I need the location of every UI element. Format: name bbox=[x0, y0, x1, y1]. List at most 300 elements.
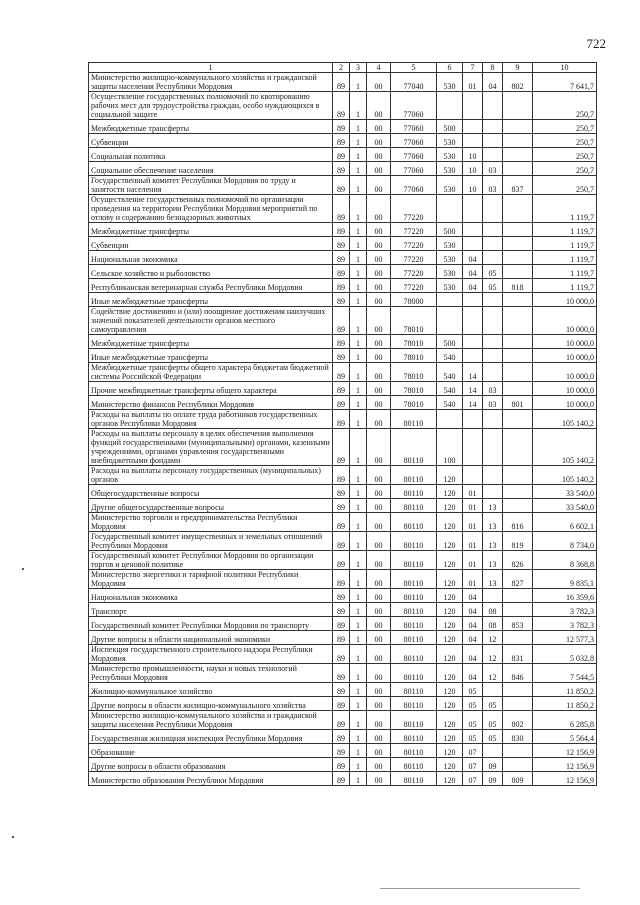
code-cell: 89 bbox=[333, 134, 350, 148]
code-cell: 04 bbox=[463, 251, 483, 265]
table-row bbox=[89, 499, 597, 513]
header-cell: 7 bbox=[463, 63, 483, 73]
code-cell bbox=[483, 134, 503, 148]
table-row bbox=[89, 744, 597, 758]
code-cell: 80110 bbox=[391, 570, 437, 589]
code-cell: 80110 bbox=[391, 711, 437, 730]
code-cell: 89 bbox=[333, 120, 350, 134]
item-name: Государственный комитет Республики Мордовия по транспорту bbox=[89, 617, 333, 631]
header-cell: 9 bbox=[503, 63, 533, 73]
amount-cell: 7 641,7 bbox=[533, 73, 597, 92]
code-cell: 120 bbox=[437, 485, 463, 499]
code-cell: 77220 bbox=[391, 195, 437, 223]
code-cell: 00 bbox=[367, 349, 391, 363]
code-cell: 03 bbox=[483, 176, 503, 195]
code-cell bbox=[503, 499, 533, 513]
code-cell bbox=[483, 92, 503, 120]
code-cell bbox=[483, 589, 503, 603]
table-row bbox=[89, 711, 597, 730]
code-cell: 77220 bbox=[391, 265, 437, 279]
code-cell: 00 bbox=[367, 162, 391, 176]
table-row bbox=[89, 551, 597, 570]
code-cell: 1 bbox=[350, 570, 367, 589]
code-cell bbox=[483, 349, 503, 363]
code-cell: 80110 bbox=[391, 589, 437, 603]
code-cell bbox=[503, 148, 533, 162]
amount-cell: 250,7 bbox=[533, 92, 597, 120]
code-cell: 1 bbox=[350, 335, 367, 349]
code-cell: 1 bbox=[350, 772, 367, 786]
code-cell bbox=[503, 697, 533, 711]
code-cell: 816 bbox=[503, 513, 533, 532]
code-cell: 1 bbox=[350, 485, 367, 499]
code-cell: 89 bbox=[333, 429, 350, 466]
code-cell: 00 bbox=[367, 363, 391, 382]
code-cell bbox=[503, 120, 533, 134]
code-cell: 09 bbox=[483, 772, 503, 786]
code-cell: 80110 bbox=[391, 758, 437, 772]
code-cell: 00 bbox=[367, 466, 391, 485]
code-cell: 89 bbox=[333, 466, 350, 485]
code-cell: 1 bbox=[350, 162, 367, 176]
code-cell: 1 bbox=[350, 664, 367, 683]
amount-cell: 250,7 bbox=[533, 162, 597, 176]
table-row bbox=[89, 293, 597, 307]
code-cell: 04 bbox=[463, 631, 483, 645]
code-cell: 89 bbox=[333, 307, 350, 335]
code-cell bbox=[463, 429, 483, 466]
code-cell: 530 bbox=[437, 265, 463, 279]
code-cell: 89 bbox=[333, 744, 350, 758]
table-row bbox=[89, 148, 597, 162]
table-row bbox=[89, 363, 597, 382]
code-cell: 00 bbox=[367, 499, 391, 513]
amount-cell: 9 835,1 bbox=[533, 570, 597, 589]
code-cell: 1 bbox=[350, 92, 367, 120]
table-row bbox=[89, 162, 597, 176]
amount-cell: 16 359,6 bbox=[533, 589, 597, 603]
code-cell: 78000 bbox=[391, 293, 437, 307]
amount-cell: 1 119,7 bbox=[533, 265, 597, 279]
item-name: Министерство жилищно-коммунального хозяйства и гражданской защиты населения Республики Мордовия bbox=[89, 73, 333, 92]
amount-cell: 11 850,2 bbox=[533, 683, 597, 697]
code-cell: 01 bbox=[463, 513, 483, 532]
code-cell: 120 bbox=[437, 711, 463, 730]
code-cell: 00 bbox=[367, 396, 391, 410]
code-cell: 78010 bbox=[391, 335, 437, 349]
code-cell: 00 bbox=[367, 134, 391, 148]
amount-cell: 105 140,2 bbox=[533, 466, 597, 485]
code-cell: 80110 bbox=[391, 772, 437, 786]
amount-cell: 1 119,7 bbox=[533, 251, 597, 265]
code-cell: 1 bbox=[350, 349, 367, 363]
code-cell bbox=[463, 410, 483, 429]
code-cell: 00 bbox=[367, 485, 391, 499]
code-cell bbox=[483, 485, 503, 499]
code-cell: 07 bbox=[463, 772, 483, 786]
code-cell: 89 bbox=[333, 617, 350, 631]
code-cell bbox=[463, 134, 483, 148]
table-row bbox=[89, 195, 597, 223]
code-cell: 89 bbox=[333, 730, 350, 744]
amount-cell: 3 782,3 bbox=[533, 603, 597, 617]
code-cell bbox=[483, 744, 503, 758]
code-cell: 89 bbox=[333, 499, 350, 513]
code-cell: 05 bbox=[463, 711, 483, 730]
code-cell: 1 bbox=[350, 711, 367, 730]
page-number: 722 bbox=[586, 36, 606, 51]
code-cell: 13 bbox=[483, 532, 503, 551]
item-name: Межбюджетные трансферты bbox=[89, 120, 333, 134]
amount-cell: 10 000,0 bbox=[533, 293, 597, 307]
code-cell: 1 bbox=[350, 176, 367, 195]
item-name: Субвенции bbox=[89, 134, 333, 148]
code-cell: 00 bbox=[367, 603, 391, 617]
code-cell: 14 bbox=[463, 396, 483, 410]
code-cell: 1 bbox=[350, 603, 367, 617]
code-cell: 04 bbox=[463, 645, 483, 664]
code-cell: 05 bbox=[463, 730, 483, 744]
code-cell: 120 bbox=[437, 570, 463, 589]
code-cell: 818 bbox=[503, 279, 533, 293]
item-name: Министерство промышленности, науки и новых технологий Республики Мордовия bbox=[89, 664, 333, 683]
code-cell bbox=[483, 307, 503, 335]
code-cell: 89 bbox=[333, 195, 350, 223]
table-row bbox=[89, 349, 597, 363]
code-cell: 12 bbox=[483, 631, 503, 645]
code-cell: 1 bbox=[350, 382, 367, 396]
item-name: Транспорт bbox=[89, 603, 333, 617]
item-name: Национальная экономика bbox=[89, 589, 333, 603]
code-cell: 77060 bbox=[391, 134, 437, 148]
table-row bbox=[89, 279, 597, 293]
code-cell: 1 bbox=[350, 148, 367, 162]
code-cell: 120 bbox=[437, 664, 463, 683]
header-cell: 4 bbox=[367, 63, 391, 73]
code-cell: 89 bbox=[333, 513, 350, 532]
code-cell: 00 bbox=[367, 223, 391, 237]
code-cell: 120 bbox=[437, 513, 463, 532]
code-cell: 13 bbox=[483, 513, 503, 532]
code-cell: 80110 bbox=[391, 744, 437, 758]
code-cell: 03 bbox=[483, 396, 503, 410]
code-cell: 05 bbox=[483, 265, 503, 279]
code-cell: 00 bbox=[367, 410, 391, 429]
code-cell: 89 bbox=[333, 162, 350, 176]
code-cell: 80110 bbox=[391, 730, 437, 744]
code-cell: 00 bbox=[367, 758, 391, 772]
table-row bbox=[89, 697, 597, 711]
code-cell: 00 bbox=[367, 570, 391, 589]
code-cell: 07 bbox=[463, 758, 483, 772]
code-cell bbox=[483, 429, 503, 466]
code-cell: 77060 bbox=[391, 162, 437, 176]
code-cell: 540 bbox=[437, 382, 463, 396]
item-name: Сельское хозяйство и рыболовство bbox=[89, 265, 333, 279]
code-cell: 120 bbox=[437, 683, 463, 697]
item-name: Субвенции bbox=[89, 237, 333, 251]
header-cell: 3 bbox=[350, 63, 367, 73]
code-cell: 00 bbox=[367, 697, 391, 711]
item-name: Социальное обеспечение населения bbox=[89, 162, 333, 176]
code-cell: 89 bbox=[333, 251, 350, 265]
code-cell bbox=[463, 92, 483, 120]
code-cell bbox=[463, 237, 483, 251]
item-name: Расходы на выплаты персоналу государственных (муниципальных) органов bbox=[89, 466, 333, 485]
code-cell bbox=[503, 92, 533, 120]
item-name: Другие вопросы в области образования bbox=[89, 758, 333, 772]
item-name: Государственный комитет Республики Мордовия по организации торгов и ценовой политике bbox=[89, 551, 333, 570]
table-row bbox=[89, 485, 597, 499]
code-cell: 89 bbox=[333, 551, 350, 570]
code-cell: 1 bbox=[350, 429, 367, 466]
code-cell: 77060 bbox=[391, 120, 437, 134]
amount-cell: 7 544,5 bbox=[533, 664, 597, 683]
code-cell: 01 bbox=[463, 570, 483, 589]
code-cell: 00 bbox=[367, 589, 391, 603]
item-name: Осуществление государственных полномочий по квотированию рабочих мест для трудоустройства граждан, особо нуждающихся в социальной защите bbox=[89, 92, 333, 120]
code-cell: 05 bbox=[483, 697, 503, 711]
table-row bbox=[89, 335, 597, 349]
code-cell: 120 bbox=[437, 589, 463, 603]
amount-cell: 105 140,2 bbox=[533, 429, 597, 466]
code-cell bbox=[437, 307, 463, 335]
code-cell: 04 bbox=[463, 265, 483, 279]
code-cell bbox=[503, 335, 533, 349]
code-cell: 01 bbox=[463, 499, 483, 513]
code-cell bbox=[483, 223, 503, 237]
code-cell: 120 bbox=[437, 466, 463, 485]
code-cell bbox=[463, 335, 483, 349]
code-cell: 00 bbox=[367, 532, 391, 551]
code-cell: 89 bbox=[333, 631, 350, 645]
code-cell: 09 bbox=[483, 758, 503, 772]
code-cell: 04 bbox=[463, 603, 483, 617]
code-cell bbox=[463, 307, 483, 335]
code-cell: 00 bbox=[367, 237, 391, 251]
code-cell bbox=[483, 120, 503, 134]
item-name: Прочие межбюджетные трансферты общего характера bbox=[89, 382, 333, 396]
code-cell: 00 bbox=[367, 772, 391, 786]
budget-table bbox=[88, 62, 597, 786]
amount-cell: 5 564,4 bbox=[533, 730, 597, 744]
code-cell: 80110 bbox=[391, 466, 437, 485]
code-cell bbox=[483, 683, 503, 697]
code-cell: 120 bbox=[437, 758, 463, 772]
amount-cell: 6 602,1 bbox=[533, 513, 597, 532]
code-cell: 05 bbox=[483, 711, 503, 730]
item-name: Другие вопросы в области жилищно-коммунального хозяйства bbox=[89, 697, 333, 711]
code-cell: 1 bbox=[350, 744, 367, 758]
code-cell: 1 bbox=[350, 396, 367, 410]
amount-cell: 8 368,8 bbox=[533, 551, 597, 570]
code-cell: 1 bbox=[350, 293, 367, 307]
code-cell bbox=[503, 134, 533, 148]
code-cell bbox=[503, 237, 533, 251]
code-cell: 89 bbox=[333, 349, 350, 363]
code-cell: 120 bbox=[437, 772, 463, 786]
code-cell: 00 bbox=[367, 120, 391, 134]
code-cell bbox=[503, 631, 533, 645]
code-cell bbox=[503, 223, 533, 237]
table-row bbox=[89, 772, 597, 786]
code-cell: 120 bbox=[437, 631, 463, 645]
code-cell: 826 bbox=[503, 551, 533, 570]
code-cell: 77220 bbox=[391, 251, 437, 265]
code-cell: 14 bbox=[463, 363, 483, 382]
code-cell: 89 bbox=[333, 664, 350, 683]
code-cell: 120 bbox=[437, 744, 463, 758]
code-cell: 80110 bbox=[391, 410, 437, 429]
code-cell: 00 bbox=[367, 335, 391, 349]
amount-cell: 250,7 bbox=[533, 134, 597, 148]
item-name: Министерство жилищно-коммунального хозяйства и гражданской защиты населения Республики Мордовия bbox=[89, 711, 333, 730]
code-cell: 1 bbox=[350, 363, 367, 382]
code-cell bbox=[483, 293, 503, 307]
code-cell bbox=[503, 466, 533, 485]
code-cell: 80110 bbox=[391, 645, 437, 664]
code-cell: 89 bbox=[333, 335, 350, 349]
code-cell: 77060 bbox=[391, 92, 437, 120]
code-cell: 1 bbox=[350, 223, 367, 237]
table-row bbox=[89, 73, 597, 92]
code-cell: 00 bbox=[367, 176, 391, 195]
code-cell: 80110 bbox=[391, 513, 437, 532]
code-cell: 89 bbox=[333, 758, 350, 772]
item-name: Расходы на выплаты персоналу в целях обеспечения выполнения функций государственными (муниципальными) органами, казенными учреждениями, органами управления государственными внебюджетными фондами bbox=[89, 429, 333, 466]
table-row bbox=[89, 631, 597, 645]
code-cell: 89 bbox=[333, 589, 350, 603]
code-cell: 89 bbox=[333, 265, 350, 279]
code-cell: 1 bbox=[350, 265, 367, 279]
table-row bbox=[89, 513, 597, 532]
code-cell bbox=[503, 363, 533, 382]
code-cell: 1 bbox=[350, 730, 367, 744]
code-cell: 04 bbox=[463, 279, 483, 293]
table-row bbox=[89, 466, 597, 485]
code-cell: 1 bbox=[350, 251, 367, 265]
amount-cell: 1 119,7 bbox=[533, 279, 597, 293]
amount-cell: 250,7 bbox=[533, 120, 597, 134]
code-cell: 120 bbox=[437, 697, 463, 711]
code-cell: 89 bbox=[333, 279, 350, 293]
code-cell: 00 bbox=[367, 683, 391, 697]
header-cell: 6 bbox=[437, 63, 463, 73]
item-name: Иные межбюджетные трансферты bbox=[89, 293, 333, 307]
code-cell: 827 bbox=[503, 570, 533, 589]
code-cell: 00 bbox=[367, 73, 391, 92]
code-cell: 00 bbox=[367, 382, 391, 396]
code-cell bbox=[463, 293, 483, 307]
code-cell: 77060 bbox=[391, 176, 437, 195]
code-cell: 1 bbox=[350, 120, 367, 134]
table-header-row bbox=[89, 63, 597, 73]
code-cell bbox=[463, 349, 483, 363]
code-cell: 00 bbox=[367, 664, 391, 683]
code-cell: 80110 bbox=[391, 631, 437, 645]
code-cell: 00 bbox=[367, 265, 391, 279]
item-name: Межбюджетные трансферты общего характера бюджетам бюджетной системы Российской Федерации bbox=[89, 363, 333, 382]
amount-cell: 10 000,0 bbox=[533, 307, 597, 335]
amount-cell: 12 577,3 bbox=[533, 631, 597, 645]
amount-cell: 250,7 bbox=[533, 148, 597, 162]
item-name: Министерство торговли и предпринимательства Республики Мордовия bbox=[89, 513, 333, 532]
item-name: Государственный комитет имущественных и земельных отношений Республики Мордовия bbox=[89, 532, 333, 551]
code-cell: 89 bbox=[333, 92, 350, 120]
code-cell: 00 bbox=[367, 551, 391, 570]
code-cell: 89 bbox=[333, 148, 350, 162]
code-cell: 89 bbox=[333, 772, 350, 786]
table-row bbox=[89, 134, 597, 148]
code-cell: 77060 bbox=[391, 148, 437, 162]
code-cell bbox=[463, 120, 483, 134]
amount-cell: 3 782,3 bbox=[533, 617, 597, 631]
code-cell: 78010 bbox=[391, 382, 437, 396]
code-cell bbox=[503, 589, 533, 603]
code-cell: 78010 bbox=[391, 363, 437, 382]
code-cell: 00 bbox=[367, 617, 391, 631]
code-cell: 00 bbox=[367, 293, 391, 307]
code-cell: 07 bbox=[463, 744, 483, 758]
code-cell: 89 bbox=[333, 711, 350, 730]
item-name: Межбюджетные трансферты bbox=[89, 223, 333, 237]
code-cell: 10 bbox=[463, 162, 483, 176]
table-row bbox=[89, 758, 597, 772]
code-cell: 530 bbox=[437, 237, 463, 251]
code-cell: 530 bbox=[437, 162, 463, 176]
code-cell: 1 bbox=[350, 631, 367, 645]
table-row bbox=[89, 176, 597, 195]
code-cell: 1 bbox=[350, 697, 367, 711]
code-cell: 00 bbox=[367, 513, 391, 532]
code-cell: 77040 bbox=[391, 73, 437, 92]
code-cell: 831 bbox=[503, 645, 533, 664]
amount-cell: 1 119,7 bbox=[533, 237, 597, 251]
code-cell: 80110 bbox=[391, 551, 437, 570]
table-row bbox=[89, 410, 597, 429]
code-cell: 120 bbox=[437, 551, 463, 570]
code-cell: 78010 bbox=[391, 307, 437, 335]
code-cell: 00 bbox=[367, 195, 391, 223]
code-cell: 05 bbox=[483, 730, 503, 744]
code-cell: 1 bbox=[350, 499, 367, 513]
code-cell: 05 bbox=[483, 279, 503, 293]
item-name: Министерство финансов Республики Мордовия bbox=[89, 396, 333, 410]
code-cell: 78010 bbox=[391, 349, 437, 363]
code-cell bbox=[503, 485, 533, 499]
code-cell: 04 bbox=[463, 589, 483, 603]
code-cell bbox=[503, 195, 533, 223]
code-cell: 120 bbox=[437, 532, 463, 551]
code-cell: 03 bbox=[483, 162, 503, 176]
code-cell: 500 bbox=[437, 335, 463, 349]
code-cell: 80110 bbox=[391, 617, 437, 631]
code-cell: 80110 bbox=[391, 532, 437, 551]
code-cell: 846 bbox=[503, 664, 533, 683]
item-name: Государственный комитет Республики Мордовия по труду и занятости населения bbox=[89, 176, 333, 195]
item-name: Жилищно-коммунальное хозяйство bbox=[89, 683, 333, 697]
code-cell: 1 bbox=[350, 617, 367, 631]
table-body bbox=[89, 73, 597, 786]
code-cell: 01 bbox=[463, 551, 483, 570]
code-cell bbox=[463, 195, 483, 223]
table-row bbox=[89, 396, 597, 410]
code-cell: 10 bbox=[463, 148, 483, 162]
code-cell: 89 bbox=[333, 363, 350, 382]
code-cell: 00 bbox=[367, 279, 391, 293]
code-cell bbox=[483, 195, 503, 223]
code-cell: 80110 bbox=[391, 429, 437, 466]
